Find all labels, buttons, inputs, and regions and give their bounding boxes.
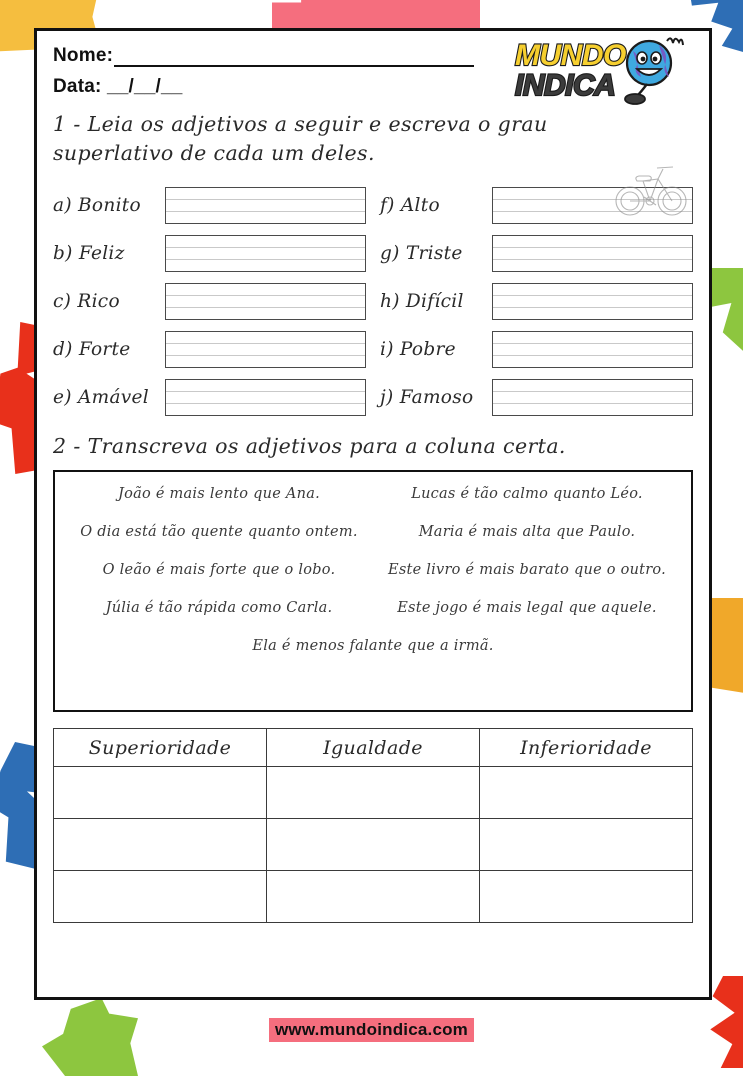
answer-box-j[interactable] bbox=[492, 379, 693, 416]
sentence-item: Ela é menos falante que a irmã. bbox=[252, 638, 494, 655]
adjective-label-e: e) Amável bbox=[53, 386, 149, 408]
table-cell[interactable] bbox=[267, 819, 480, 871]
worksheet-header bbox=[53, 31, 693, 102]
logo-text-indica: INDICA bbox=[515, 69, 616, 102]
sentence-bank-box bbox=[53, 470, 693, 712]
table-cell[interactable] bbox=[480, 767, 693, 819]
bicycle-illustration-icon bbox=[613, 163, 691, 219]
sentence-item: Lucas é tão calmo quanto Léo. bbox=[411, 486, 643, 503]
adjective-label-h: h) Difícil bbox=[380, 290, 464, 312]
question-1-instruction: 1 - Leia os adjetivos a seguir e escreva o grau superlativo de cada um deles. bbox=[53, 112, 548, 166]
answer-box-c[interactable] bbox=[165, 283, 366, 320]
adjective-item-g bbox=[380, 234, 693, 272]
sentence-item: Júlia é tão rápida como Carla. bbox=[105, 600, 333, 617]
table-cell[interactable] bbox=[54, 767, 267, 819]
answer-box-g[interactable] bbox=[492, 235, 693, 272]
table-header-row bbox=[54, 729, 693, 767]
adjective-list bbox=[53, 186, 693, 416]
name-input-line[interactable] bbox=[114, 52, 474, 67]
mundo-indica-logo bbox=[515, 35, 687, 113]
adjective-item-j bbox=[380, 378, 693, 416]
table-header-inferioridade: Inferioridade bbox=[480, 729, 693, 767]
sentence-item: Este jogo é mais legal que aquele. bbox=[397, 600, 657, 617]
logo-text-mundo: MUNDO bbox=[515, 39, 626, 72]
adjective-label-a: a) Bonito bbox=[53, 194, 141, 216]
date-label: Data: bbox=[53, 76, 107, 97]
table-cell[interactable] bbox=[480, 871, 693, 923]
answer-box-h[interactable] bbox=[492, 283, 693, 320]
table-cell[interactable] bbox=[54, 871, 267, 923]
table-cell[interactable] bbox=[267, 767, 480, 819]
table-cell[interactable] bbox=[267, 871, 480, 923]
sentence-item: O leão é mais forte que o lobo. bbox=[102, 562, 336, 579]
table-header-superioridade: Superioridade bbox=[54, 729, 267, 767]
adjective-item-a bbox=[53, 186, 366, 224]
adjective-item-c bbox=[53, 282, 366, 320]
adjective-label-i: i) Pobre bbox=[380, 338, 456, 360]
classification-table bbox=[53, 728, 693, 923]
adjective-label-j: j) Famoso bbox=[380, 386, 474, 408]
adjective-label-d: d) Forte bbox=[53, 338, 131, 360]
adjective-item-d bbox=[53, 330, 366, 368]
name-label: Nome: bbox=[53, 45, 114, 66]
answer-box-b[interactable] bbox=[165, 235, 366, 272]
table-row bbox=[54, 819, 693, 871]
adjective-label-c: c) Rico bbox=[53, 290, 120, 312]
table-row bbox=[54, 767, 693, 819]
answer-box-a[interactable] bbox=[165, 187, 366, 224]
sentence-item: João é mais lento que Ana. bbox=[118, 486, 320, 503]
table-header-igualdade: Igualdade bbox=[267, 729, 480, 767]
sentence-item: O dia está tão quente quanto ontem. bbox=[80, 524, 358, 541]
adjective-label-g: g) Triste bbox=[380, 242, 463, 264]
answer-box-e[interactable] bbox=[165, 379, 366, 416]
footer bbox=[0, 1018, 743, 1042]
adjective-item-i bbox=[380, 330, 693, 368]
adjective-label-b: b) Feliz bbox=[53, 242, 125, 264]
answer-box-d[interactable] bbox=[165, 331, 366, 368]
answer-box-i[interactable] bbox=[492, 331, 693, 368]
adjective-item-e bbox=[53, 378, 366, 416]
footer-website-url[interactable]: www.mundoindica.com bbox=[269, 1018, 474, 1042]
table-cell[interactable] bbox=[480, 819, 693, 871]
date-input-line[interactable]: __/__/__ bbox=[107, 76, 183, 97]
globe-mascot-icon bbox=[619, 37, 685, 109]
sentence-item: Maria é mais alta que Paulo. bbox=[418, 524, 636, 541]
adjective-item-b bbox=[53, 234, 366, 272]
table-cell[interactable] bbox=[54, 819, 267, 871]
question-2-instruction: 2 - Transcreva os adjetivos para a coluna certa. bbox=[53, 434, 566, 459]
sentence-item: Este livro é mais barato que o outro. bbox=[387, 562, 667, 579]
sentence-list bbox=[65, 486, 681, 654]
table-row bbox=[54, 871, 693, 923]
worksheet-sheet bbox=[34, 28, 712, 1000]
adjective-label-f: f) Alto bbox=[380, 194, 440, 216]
adjective-item-h bbox=[380, 282, 693, 320]
